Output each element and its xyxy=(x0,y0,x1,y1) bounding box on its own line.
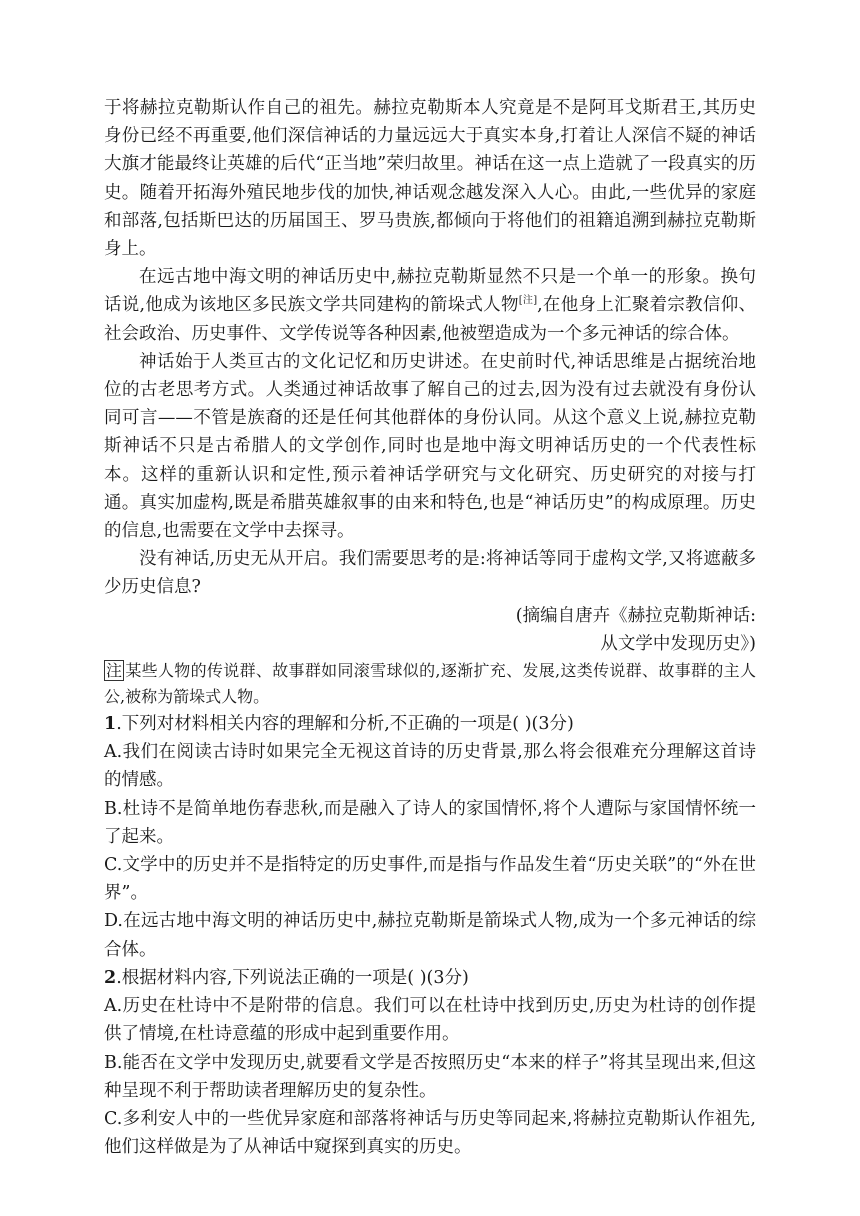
source-citation-line-1: (摘编自唐卉《赫拉克勒斯神话: xyxy=(515,605,756,626)
question-2-text: .根据材料内容,下列说法正确的一项是( )(3分) xyxy=(116,967,469,988)
footnote-mark: 注 xyxy=(106,661,123,681)
question-2-number: 2 xyxy=(104,967,117,988)
document-page xyxy=(104,94,756,1161)
passage-paragraph-1: 于将赫拉克勒斯认作自己的祖先。赫拉克勒斯本人究竟是不是阿耳戈斯君王,其历史身份已经不再重要,他们深信神话的力量远远大于真实本身,打着让人深信不疑的神话大旗才能最终让英雄的后代“正当地”荣归故里。神话在这一点上造就了一段真实的历史。随着开拓海外殖民地步伐的加快,神话观念越发深入人心。由此,一些优异的家庭和部落,包括斯巴达的历届国王、罗马贵族,都倾向于将他们的祖籍追溯到赫拉克勒斯身上。 xyxy=(104,98,756,260)
question-1-number: 1 xyxy=(104,714,117,735)
passage-paragraph-2 xyxy=(104,263,756,348)
source-citation xyxy=(104,602,756,658)
question-1 xyxy=(104,710,756,964)
question-1-option-a: A.我们在阅读古诗时如果完全无视这首诗的历史背景,那么将会很难充分理解这首诗的情感。 xyxy=(104,742,756,791)
passage-paragraph-2-part-b: ,在他身上汇聚着宗教信仰、社会政治、历史事件、文学传说等各种因素,他被塑造成为一个多元神话的综合体。 xyxy=(104,295,756,344)
source-citation-line-2: 从文学中发现历史》) xyxy=(600,633,756,654)
footnote-reference: [注] xyxy=(518,295,538,307)
question-2-option-a: A.历史在杜诗中不是附带的信息。我们可以在杜诗中找到历史,历史为杜诗的创作提供了情境,在杜诗意蕴的形成中起到重要作用。 xyxy=(104,996,756,1045)
question-1-option-d: D.在远古地中海文明的神话历史中,赫拉克勒斯是箭垛式人物,成为一个多元神话的综合体。 xyxy=(104,911,756,960)
passage-paragraph-2-part-a: 在远古地中海文明的神话历史中,赫拉克勒斯显然不只是一个单一的形象。换句话说,他成为该地区多民族文学共同建构的箭垛式人物 xyxy=(104,267,756,316)
question-2-stem xyxy=(104,964,756,992)
passage-paragraph-3: 神话始于人类亘古的文化记忆和历史讲述。在史前时代,神话思维是占据统治地位的古老思考方式。人类通过神话故事了解自己的过去,因为没有过去就没有身份认同可言——不管是族裔的还是任何其他群体的身份认同。从这个意义上说,赫拉克勒斯神话不只是古希腊人的文学创作,同时也是地中海文明神话历史的一个代表性标本。这样的重新认识和定性,预示着神话学研究与文化研究、历史研究的对接与打通。真实加虚构,既是希腊英雄叙事的由来和特色,也是“神话历史”的构成原理。历史的信息,也需要在文学中去探寻。 xyxy=(104,351,756,542)
footnote xyxy=(104,658,756,710)
question-1-text: .下列对材料相关内容的理解和分析,不正确的一项是( )(3分) xyxy=(116,714,574,735)
question-2 xyxy=(104,964,756,1161)
footnote-text: 某些人物的传说群、故事群如同滚雪球似的,逐渐扩充、发展,这类传说群、故事群的主人公,被称为箭垛式人物。 xyxy=(104,661,756,707)
question-1-option-b: B.杜诗不是简单地伤春悲秋,而是融入了诗人的家国情怀,将个人遭际与家国情怀统一了起来。 xyxy=(104,798,756,847)
question-2-option-c: C.多利安人中的一些优异家庭和部落将神话与历史等同起来,将赫拉克勒斯认作祖先,他们这样做是为了从神话中窥探到真实的历史。 xyxy=(104,1108,756,1158)
question-1-option-c: C.文学中的历史并不是指特定的历史事件,而是指与作品发生着“历史关联”的“外在世界”。 xyxy=(104,855,756,904)
question-1-stem xyxy=(104,710,756,738)
question-2-option-b: B.能否在文学中发现历史,就要看文学是否按照历史“本来的样子”将其呈现出来,但这种呈现不利于帮助读者理解历史的复杂性。 xyxy=(104,1052,756,1101)
passage-paragraph-4: 没有神话,历史无从开启。我们需要思考的是:将神话等同于虚构文学,又将遮蔽多少历史信息? xyxy=(104,549,756,598)
